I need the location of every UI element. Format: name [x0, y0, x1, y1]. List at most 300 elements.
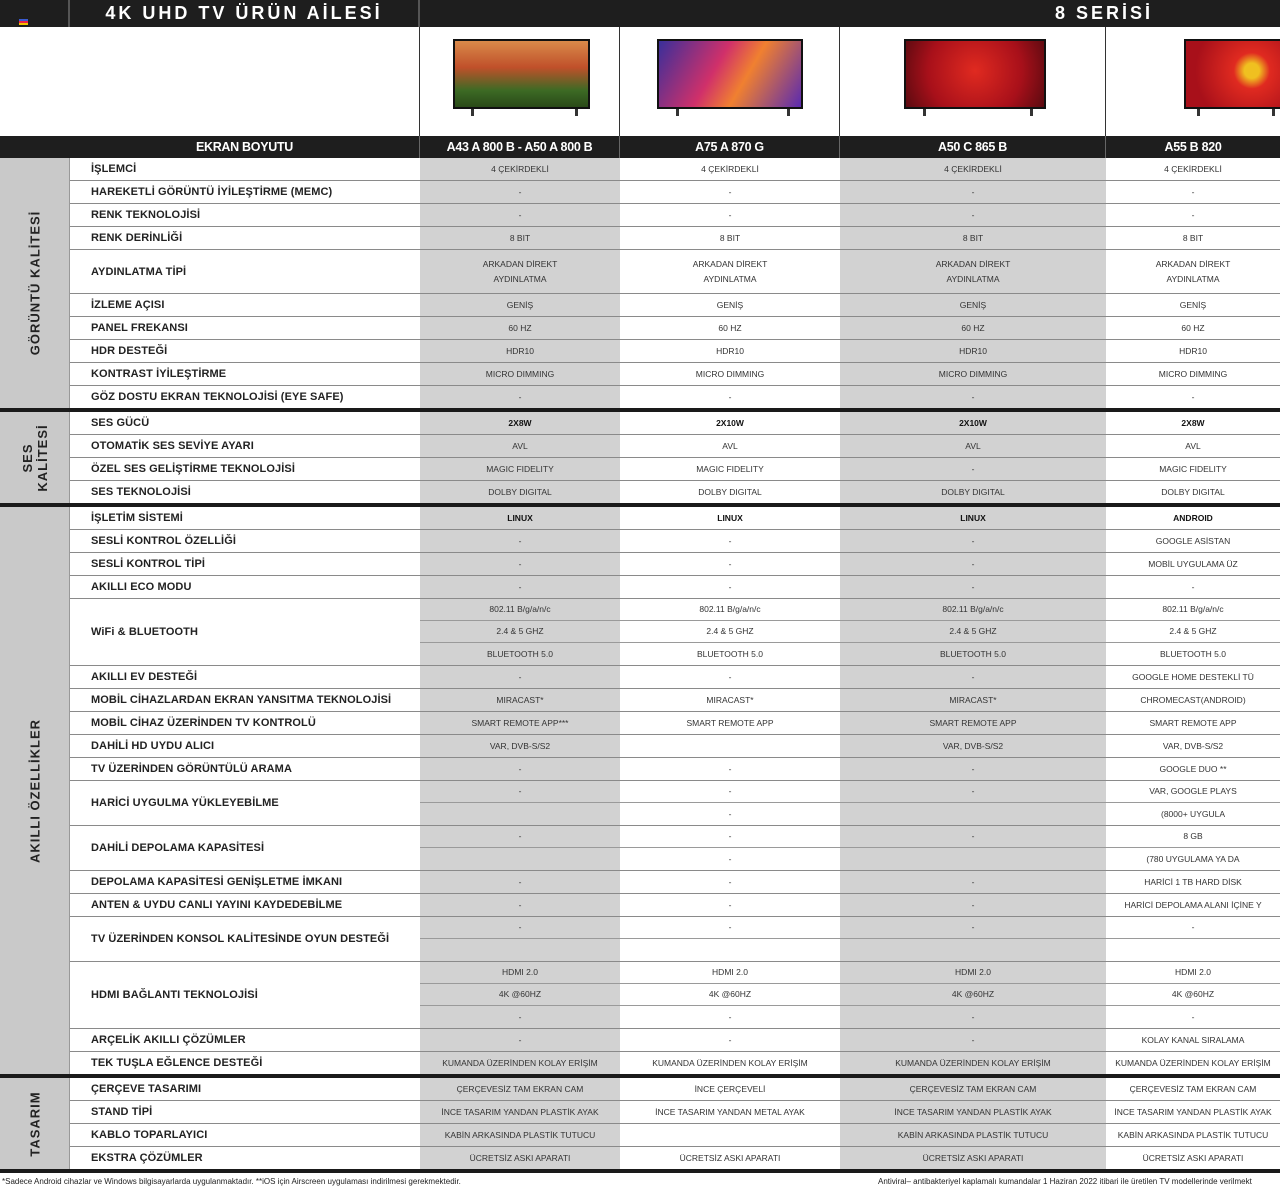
model-header-row: [0, 136, 1280, 158]
value-text: ARKADAN DİREKT AYDINLATMA: [482, 258, 558, 284]
value-text: -: [1191, 186, 1195, 197]
value-text: -: [728, 209, 732, 220]
value-cell: [620, 1147, 840, 1169]
value-text: 8 GB: [1106, 826, 1280, 848]
value-text: -: [518, 1034, 522, 1045]
value-text: KUMANDA ÜZERİNDEN KOLAY ERİŞİM: [442, 1057, 598, 1068]
value-cell: [840, 250, 1106, 293]
feature-label: SESLİ KONTROL ÖZELLİĞİ: [91, 535, 237, 547]
value-cell: [840, 576, 1106, 598]
value-text: -: [971, 1034, 975, 1045]
value-cell: [420, 507, 620, 529]
value-text: İNCE TASARIM YANDAN METAL AYAK: [655, 1106, 805, 1117]
section: [0, 158, 1280, 412]
feature-label: İZLEME AÇISI: [91, 299, 165, 311]
value-text: İNCE ÇERÇEVELİ: [694, 1083, 766, 1094]
value-cell: [420, 158, 620, 180]
value-text: HDR10: [506, 345, 534, 356]
value-cell: [840, 758, 1106, 780]
value-text: BLUETOOTH 5.0: [487, 648, 553, 659]
family-title: 4K UHD TV ÜRÜN AİLESİ: [70, 0, 420, 27]
value-cell: [840, 227, 1106, 249]
value-cell: [840, 599, 1106, 665]
value-text: KUMANDA ÜZERİNDEN KOLAY ERİŞİM: [895, 1057, 1051, 1068]
value-text: 8 BIT: [1182, 232, 1204, 243]
value-cell: [840, 458, 1106, 480]
value-text: BLUETOOTH 5.0: [697, 648, 763, 659]
value-cell: [840, 363, 1106, 385]
value-cell: [420, 689, 620, 711]
value-text: HARİCİ 1 TB HARD DİSK: [1144, 876, 1242, 887]
value-cell: [420, 826, 620, 870]
value-text: -: [971, 1011, 975, 1022]
value-cell: [840, 781, 1106, 825]
section: [0, 1078, 1280, 1173]
table-row: [70, 599, 1280, 666]
value-cell: [1106, 317, 1280, 339]
value-text: GENİŞ: [716, 299, 744, 310]
feature-label: ANTEN & UYDU CANLI YAYINI KAYDEDEBİLME: [91, 899, 343, 911]
value-text: 4K @60HZ: [420, 984, 620, 1006]
product-image-4: [1106, 27, 1280, 136]
value-cell: [420, 363, 620, 385]
value-text: MIRACAST*: [496, 694, 544, 705]
feature-label: STAND TİPİ: [91, 1106, 153, 1118]
table-row: [70, 181, 1280, 204]
value-cell: [420, 1052, 620, 1074]
value-text: VAR, DVB-S/S2: [942, 740, 1004, 751]
value-text: MIRACAST*: [949, 694, 997, 705]
table-row: [70, 1101, 1280, 1124]
value-text: 4K @60HZ: [620, 984, 840, 1006]
value-text: ÜCRETSİZ ASKI APARATI: [469, 1152, 571, 1163]
value-text: -: [971, 535, 975, 546]
value-cell: [620, 781, 840, 825]
value-cell: [1106, 1147, 1280, 1169]
series-title: 8 SERİSİ: [1055, 3, 1154, 23]
footnote-right: Antiviral– antibakteriyel kaplamalı kumandalar 1 Haziran 2022 itibari ile üretilen TV modellerinde verilmekt: [878, 1177, 1252, 1186]
value-cell: [620, 294, 840, 316]
model-name: A43 A 800 B - A50 A 800 B: [420, 136, 620, 158]
value-cell: [620, 553, 840, 575]
value-text: -: [518, 899, 522, 910]
table-row: [70, 507, 1280, 530]
value-cell: [1106, 294, 1280, 316]
table-row: [70, 1147, 1280, 1169]
feature-label: WiFi & BLUETOOTH: [91, 626, 199, 638]
value-cell: [420, 204, 620, 226]
value-text: -: [518, 876, 522, 887]
value-text: MICRO DIMMING: [938, 368, 1008, 379]
value-text: LINUX: [717, 512, 743, 523]
value-text: 802.11 B/g/a/n/c: [420, 599, 620, 621]
value-cell: [420, 781, 620, 825]
value-cell: [420, 250, 620, 293]
value-cell: [840, 735, 1106, 757]
value-text: [840, 848, 1106, 870]
section-label: [0, 1078, 70, 1169]
value-cell: [840, 1124, 1106, 1146]
section-title: AKILLI ÖZELLİKLER: [27, 718, 42, 863]
value-text: -: [728, 899, 732, 910]
feature-label: KONTRAST İYİLEŞTİRME: [91, 368, 227, 380]
value-text: 60 HZ: [1181, 322, 1205, 333]
table-row: [70, 1052, 1280, 1074]
value-cell: [840, 1101, 1106, 1123]
value-text: MAGIC FIDELITY: [486, 463, 554, 474]
value-cell: [620, 204, 840, 226]
value-text: (8000+ UYGULA: [1160, 808, 1226, 819]
table-row: [70, 781, 1280, 826]
value-cell: [620, 530, 840, 552]
feature-label: DAHİLİ DEPOLAMA KAPASİTESİ: [91, 842, 265, 854]
value-cell: [1106, 1029, 1280, 1051]
value-cell: [420, 758, 620, 780]
value-text: VAR, GOOGLE PLAYS: [1106, 781, 1280, 803]
value-cell: [620, 507, 840, 529]
feature-label: PANEL FREKANSI: [91, 322, 188, 334]
value-text: LINUX: [507, 512, 533, 523]
value-text: KABİN ARKASINDA PLASTİK TUTUCU: [897, 1129, 1049, 1140]
value-cell: [1106, 826, 1280, 870]
corner-cell: [0, 0, 70, 27]
value-text: ÜCRETSİZ ASKI APARATI: [1142, 1152, 1244, 1163]
value-text: -: [620, 917, 840, 939]
value-cell: [420, 1078, 620, 1100]
table-row: [70, 386, 1280, 408]
value-text: HDMI 2.0: [840, 962, 1106, 984]
value-text: -: [518, 391, 522, 402]
value-cell: [1106, 666, 1280, 688]
value-text: -: [971, 186, 975, 197]
value-cell: [420, 181, 620, 203]
value-text: ÜCRETSİZ ASKI APARATI: [922, 1152, 1024, 1163]
value-text: HDMI 2.0: [420, 962, 620, 984]
value-cell: [1106, 386, 1280, 408]
value-text: 60 HZ: [961, 322, 985, 333]
value-cell: [620, 227, 840, 249]
value-cell: [420, 894, 620, 916]
value-cell: [1106, 458, 1280, 480]
value-cell: [1106, 412, 1280, 434]
value-text: [420, 939, 620, 961]
value-cell: [620, 1101, 840, 1123]
value-text: DOLBY DIGITAL: [1161, 486, 1225, 497]
value-text: ARKADAN DİREKT AYDINLATMA: [692, 258, 768, 284]
value-text: ÇERÇEVESİZ TAM EKRAN CAM: [1129, 1083, 1257, 1094]
value-text: -: [1191, 209, 1195, 220]
value-text: GENİŞ: [1179, 299, 1207, 310]
value-cell: [1106, 689, 1280, 711]
table-row: [70, 576, 1280, 599]
value-text: DOLBY DIGITAL: [698, 486, 762, 497]
feature-label: GÖZ DOSTU EKRAN TEKNOLOJİSİ (EYE SAFE): [91, 391, 344, 403]
value-cell: [840, 435, 1106, 457]
product-image-1: [420, 27, 620, 136]
table-row: [70, 530, 1280, 553]
value-cell: [840, 412, 1106, 434]
value-text: [840, 939, 1106, 961]
value-cell: [620, 666, 840, 688]
value-cell: [1106, 530, 1280, 552]
value-cell: [420, 576, 620, 598]
value-text: 8 BIT: [719, 232, 741, 243]
value-text: 4 ÇEKİRDEKLİ: [1164, 163, 1222, 174]
value-text: -: [420, 781, 620, 803]
value-cell: [420, 530, 620, 552]
value-cell: [1106, 481, 1280, 503]
value-cell: [840, 340, 1106, 362]
value-cell: [840, 294, 1106, 316]
value-text: -: [728, 1011, 732, 1022]
value-text: -: [728, 808, 732, 819]
model-name: A75 A 870 G: [620, 136, 840, 158]
value-text: GOOGLE HOME DESTEKLİ TÜ: [1132, 671, 1254, 682]
value-text: -: [971, 558, 975, 569]
value-text: 2.4 & 5 GHZ: [420, 621, 620, 643]
value-text: [420, 803, 620, 825]
value-text: HDR10: [1179, 345, 1207, 356]
value-text: HDR10: [716, 345, 744, 356]
value-text: 802.11 B/g/a/n/c: [840, 599, 1106, 621]
value-text: -: [420, 917, 620, 939]
feature-label: RENK DERİNLİĞİ: [91, 232, 183, 244]
feature-label: RENK TEKNOLOJİSİ: [91, 209, 201, 221]
value-cell: [1106, 781, 1280, 825]
feature-label: AKILLI ECO MODU: [91, 581, 192, 593]
value-text: -: [728, 671, 732, 682]
value-cell: [420, 412, 620, 434]
value-cell: [1106, 599, 1280, 665]
value-text: [620, 1124, 840, 1146]
table-row: [70, 458, 1280, 481]
value-text: LINUX: [960, 512, 986, 523]
value-cell: [420, 1101, 620, 1123]
value-text: -: [728, 391, 732, 402]
value-text: (780 UYGULAMA YA DA: [1146, 853, 1240, 864]
table-row: [70, 317, 1280, 340]
value-cell: [620, 712, 840, 734]
value-text: BLUETOOTH 5.0: [940, 648, 1006, 659]
value-text: -: [518, 186, 522, 197]
value-text: -: [728, 558, 732, 569]
table-row: [70, 250, 1280, 294]
value-text: 4 ÇEKİRDEKLİ: [491, 163, 549, 174]
feature-label: MOBİL CİHAZLARDAN EKRAN YANSITMA TEKNOLOJİSİ: [91, 694, 392, 706]
value-text: BLUETOOTH 5.0: [1160, 648, 1226, 659]
value-cell: [420, 1029, 620, 1051]
value-cell: [840, 1147, 1106, 1169]
value-text: -: [518, 1011, 522, 1022]
section: [0, 412, 1280, 507]
value-text: -: [1191, 391, 1195, 402]
value-text: -: [971, 671, 975, 682]
feature-label: HAREKETLİ GÖRÜNTÜ İYİLEŞTİRME (MEMC): [91, 186, 333, 198]
value-text: [620, 939, 840, 961]
value-text: -: [840, 917, 1106, 939]
feature-label: HARİCİ UYGULMA YÜKLEYEBİLME: [91, 797, 279, 809]
feature-label: EKSTRA ÇÖZÜMLER: [91, 1152, 203, 1164]
table-row: [70, 412, 1280, 435]
value-text: MICRO DIMMING: [485, 368, 555, 379]
value-cell: [620, 317, 840, 339]
value-cell: [1106, 962, 1280, 1028]
value-cell: [620, 1052, 840, 1074]
value-text: -: [1106, 917, 1280, 939]
value-text: 8 BIT: [509, 232, 531, 243]
section-label: [0, 507, 70, 1074]
table-row: [70, 481, 1280, 503]
feature-label: MOBİL CİHAZ ÜZERİNDEN TV KONTROLÜ: [91, 717, 316, 729]
feature-label: DAHİLİ HD UYDU ALICI: [91, 740, 215, 752]
value-text: SMART REMOTE APP: [1149, 717, 1237, 728]
model-name: A55 B 820: [1164, 140, 1222, 154]
value-text: -: [728, 876, 732, 887]
table-row: [70, 894, 1280, 917]
value-text: SMART REMOTE APP***: [471, 717, 569, 728]
value-cell: [1106, 735, 1280, 757]
value-text: -: [971, 463, 975, 474]
value-cell: [420, 553, 620, 575]
value-text: ANDROID: [1173, 512, 1213, 523]
value-text: KUMANDA ÜZERİNDEN KOLAY ERİŞİM: [652, 1057, 808, 1068]
value-text: İNCE TASARIM YANDAN PLASTİK AYAK: [894, 1106, 1052, 1117]
value-cell: [1106, 340, 1280, 362]
value-cell: [420, 227, 620, 249]
value-text: GENİŞ: [959, 299, 987, 310]
value-cell: [1106, 158, 1280, 180]
value-cell: [620, 1078, 840, 1100]
feature-label: AKILLI EV DESTEĞİ: [91, 671, 198, 683]
feature-label: SESLİ KONTROL TİPİ: [91, 558, 206, 570]
value-cell: [420, 1124, 620, 1146]
table-row: [70, 962, 1280, 1029]
value-text: KOLAY KANAL SIRALAMA: [1141, 1034, 1245, 1045]
value-cell: [620, 481, 840, 503]
section-title: TASARIM: [27, 1090, 42, 1157]
value-cell: [620, 576, 840, 598]
value-cell: [420, 917, 620, 961]
value-text: 2.4 & 5 GHZ: [840, 621, 1106, 643]
value-text: -: [728, 763, 732, 774]
value-text: İNCE TASARIM YANDAN PLASTİK AYAK: [441, 1106, 599, 1117]
value-text: [840, 803, 1106, 825]
value-cell: [1106, 435, 1280, 457]
value-cell: [1106, 250, 1280, 293]
value-cell: [1106, 758, 1280, 780]
value-text: [620, 735, 840, 757]
table-row: [70, 340, 1280, 363]
value-text: AVL: [722, 440, 738, 451]
table-row: [70, 1078, 1280, 1101]
value-text: -: [518, 535, 522, 546]
value-text: 2X10W: [959, 417, 987, 428]
value-text: -: [840, 826, 1106, 848]
value-cell: [620, 1124, 840, 1146]
value-text: KABİN ARKASINDA PLASTİK TUTUCU: [1117, 1129, 1269, 1140]
feature-label: İŞLETİM SİSTEMİ: [91, 512, 183, 524]
table-row: [70, 158, 1280, 181]
value-cell: [620, 826, 840, 870]
value-cell: [620, 1029, 840, 1051]
value-cell: [620, 340, 840, 362]
value-cell: [840, 158, 1106, 180]
feature-label: ÇERÇEVE TASARIMI: [91, 1083, 202, 1095]
table-row: [70, 758, 1280, 781]
value-cell: [420, 666, 620, 688]
value-text: 4K @60HZ: [1106, 984, 1280, 1006]
value-text: GOOGLE ASİSTAN: [1155, 535, 1231, 546]
footnote-left: *Sadece Android cihazlar ve Windows bilgisayarlarda uygulanmaktadır. **iOS için Airscreen uygulaması indirilmesi gerekmektedir.: [2, 1177, 461, 1186]
feature-label: İŞLEMCİ: [91, 163, 137, 175]
feature-label: DEPOLAMA KAPASİTESİ GENİŞLETME İMKANI: [91, 876, 343, 888]
value-cell: [420, 962, 620, 1028]
value-text: ÇERÇEVESİZ TAM EKRAN CAM: [456, 1083, 584, 1094]
value-text: HDR10: [959, 345, 987, 356]
value-text: -: [971, 899, 975, 910]
value-text: -: [518, 209, 522, 220]
value-text: İNCE TASARIM YANDAN PLASTİK AYAK: [1114, 1106, 1272, 1117]
value-cell: [840, 894, 1106, 916]
value-cell: [840, 689, 1106, 711]
value-cell: [1106, 1101, 1280, 1123]
value-cell: [840, 1052, 1106, 1074]
section-title: SES KALİTESİ: [19, 423, 50, 492]
value-cell: [420, 599, 620, 665]
value-text: -: [620, 826, 840, 848]
value-cell: [1106, 363, 1280, 385]
table-row: [70, 666, 1280, 689]
feature-label: HDMI BAĞLANTI TEKNOLOJİSİ: [91, 989, 258, 1001]
value-text: -: [728, 853, 732, 864]
value-cell: [1106, 181, 1280, 203]
value-cell: [1106, 712, 1280, 734]
value-cell: [840, 712, 1106, 734]
table-row: [70, 227, 1280, 250]
value-text: MIRACAST*: [706, 694, 754, 705]
value-cell: [840, 962, 1106, 1028]
value-text: 8 BIT: [962, 232, 984, 243]
value-cell: [1106, 1124, 1280, 1146]
section-label: [0, 412, 70, 503]
value-text: ÜCRETSİZ ASKI APARATI: [679, 1152, 781, 1163]
value-cell: [620, 894, 840, 916]
value-text: HDMI 2.0: [620, 962, 840, 984]
value-text: -: [728, 535, 732, 546]
flag-icon: [19, 19, 28, 25]
value-cell: [620, 458, 840, 480]
feature-label: AYDINLATMA TİPİ: [91, 265, 187, 278]
value-cell: [620, 250, 840, 293]
value-cell: [620, 689, 840, 711]
value-cell: [420, 294, 620, 316]
value-cell: [840, 553, 1106, 575]
value-cell: [840, 1029, 1106, 1051]
value-cell: [620, 962, 840, 1028]
table-row: [70, 712, 1280, 735]
value-cell: [620, 599, 840, 665]
value-text: -: [728, 1034, 732, 1045]
value-text: -: [971, 581, 975, 592]
value-cell: [620, 735, 840, 757]
value-text: 2.4 & 5 GHZ: [1106, 621, 1280, 643]
value-cell: [1106, 576, 1280, 598]
value-text: 802.11 B/g/a/n/c: [1106, 599, 1280, 621]
value-cell: [840, 386, 1106, 408]
value-text: -: [1191, 1011, 1195, 1022]
value-cell: [420, 386, 620, 408]
footnotes: [0, 1173, 1280, 1189]
